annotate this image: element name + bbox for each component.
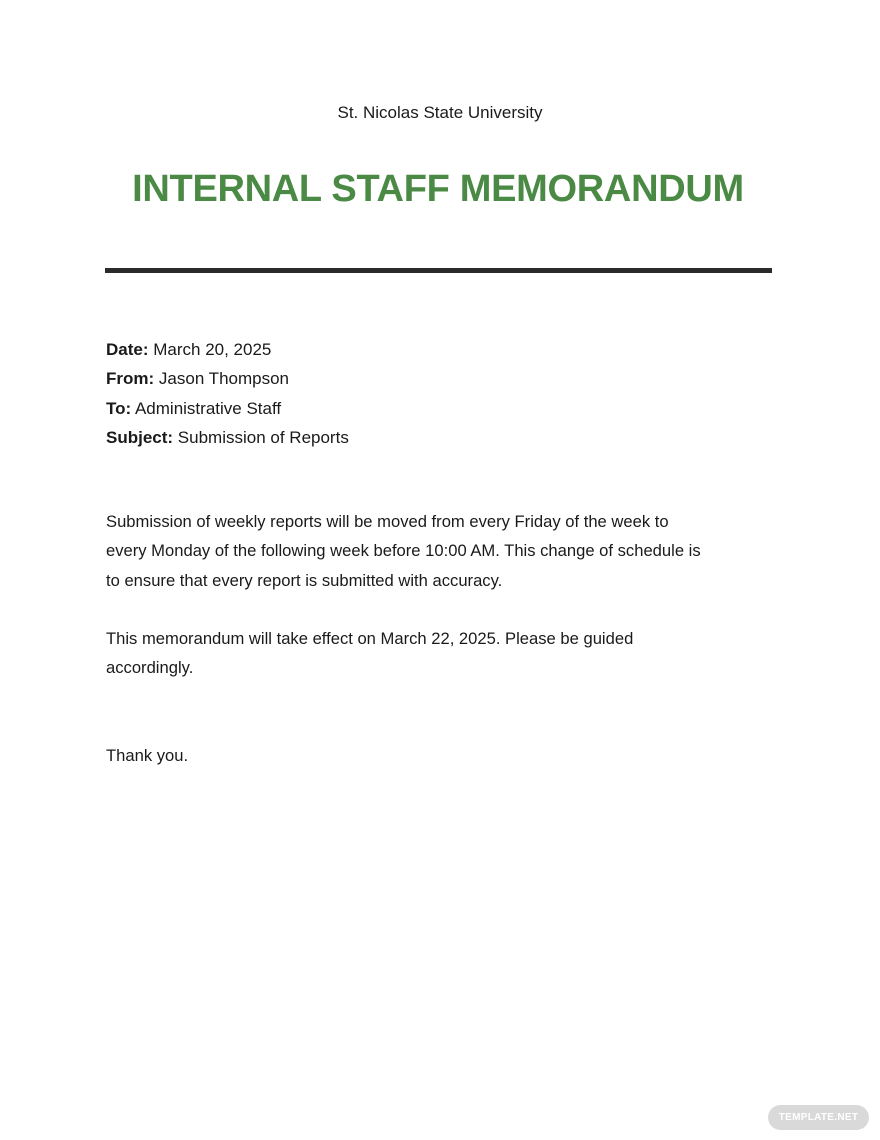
body-paragraph-2: This memorandum will take effect on March 22, 2025. Please be guided accordingly. bbox=[106, 629, 634, 678]
memo-title: INTERNAL STAFF MEMORANDUM bbox=[132, 168, 744, 210]
meta-date: Date: March 20, 2025 bbox=[106, 340, 272, 359]
organization-name: St. Nicolas State University bbox=[337, 103, 543, 122]
meta-to: To: Administrative Staff bbox=[106, 398, 282, 418]
watermark-badge: TEMPLATE.NET bbox=[768, 1105, 869, 1130]
divider bbox=[105, 268, 772, 273]
meta-from: From: Jason Thompson bbox=[106, 369, 290, 389]
memo-meta bbox=[106, 335, 349, 452]
body-paragraph-1: Submission of weekly reports will be moved from every Friday of the week to every Monday of the following week before 10:00 AM. This change of schedule is to ensure that every report is submitted with accuracy. bbox=[106, 512, 701, 590]
closing: Thank you. bbox=[106, 746, 189, 765]
meta-subject: Subject: Submission of Reports bbox=[106, 427, 349, 447]
